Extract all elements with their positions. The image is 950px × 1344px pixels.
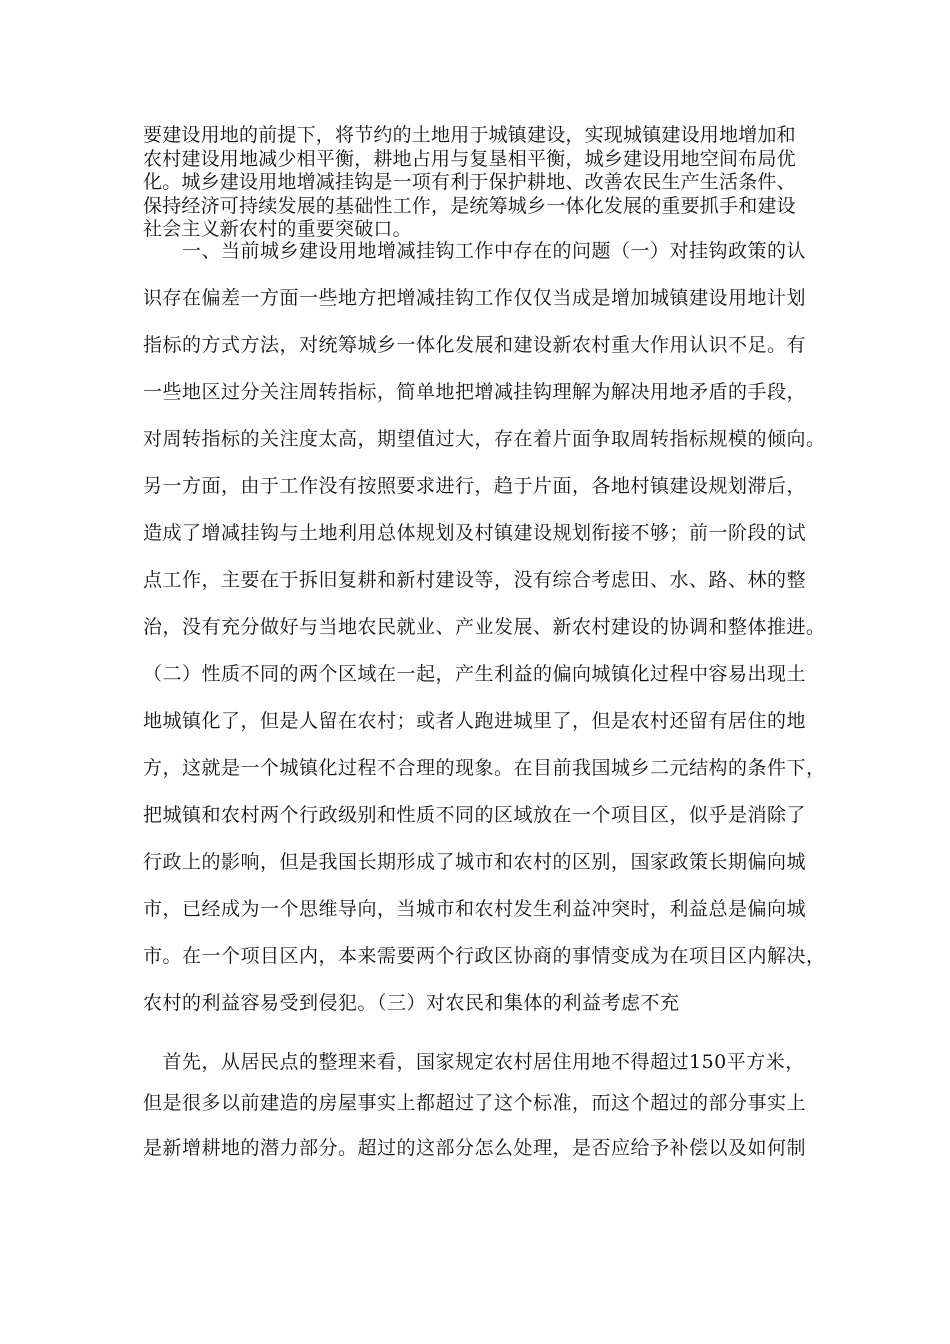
text-line: （二）性质不同的两个区域在一起，产生利益的偏向城镇化过程中容易出现土 bbox=[143, 663, 807, 685]
text-line: 点工作，主要在于拆旧复耕和新村建设等，没有综合考虑田、水、路、林的整 bbox=[143, 569, 807, 591]
text-line: 地城镇化了，但是人留在农村；或者人跑进城里了，但是农村还留有居住的地 bbox=[143, 710, 807, 732]
text-line: 首先，从居民点的整理来看，国家规定农村居住用地不得超过150平方米， bbox=[143, 1051, 805, 1073]
text-line: 但是很多以前建造的房屋事实上都超过了这个标准，而这个超过的部分事实上 bbox=[143, 1092, 807, 1114]
text-line: 指标的方式方法，对统筹城乡一体化发展和建设新农村重大作用认识不足。有 bbox=[143, 334, 807, 356]
text-line: 社会主义新农村的重要突破口。 bbox=[143, 218, 412, 241]
text-line: 农村的利益容易受到侵犯。（三）对农民和集体的利益考虑不充 bbox=[143, 992, 680, 1014]
closing-paragraph bbox=[143, 1043, 808, 1171]
intro-paragraph bbox=[143, 124, 803, 242]
text-line: 市。在一个项目区内，本来需要两个行政区协商的事情变成为在项目区内解决， bbox=[143, 945, 826, 967]
text-line: 要建设用地的前提下，将节约的土地用于城镇建设，实现城镇建设用地增加和 bbox=[143, 124, 796, 146]
text-line: 另一方面，由于工作没有按照要求进行，趋于片面，各地村镇建设规划滞后， bbox=[143, 475, 807, 497]
text-line: 市，已经成为一个思维导向，当城市和农村发生利益冲突时，利益总是偏向城 bbox=[143, 898, 807, 920]
text-line: 把城镇和农村两个行政级别和性质不同的区域放在一个项目区，似乎是消除了 bbox=[143, 804, 807, 826]
text-line: 是新增耕地的潜力部分。超过的这部分怎么处理，是否应给予补偿以及如何制 bbox=[143, 1137, 807, 1159]
text-line: 造成了增减挂钩与土地利用总体规划及村镇建设规划衔接不够；前一阶段的试 bbox=[143, 522, 807, 544]
text-line: 一、当前城乡建设用地增减挂钩工作中存在的问题（一）对挂钩政策的认 bbox=[143, 240, 807, 262]
text-line: 化。城乡建设用地增减挂钩是一项有利于保护耕地、改善农民生产生活条件、 bbox=[143, 171, 796, 194]
main-paragraph bbox=[143, 228, 826, 1027]
text-line: 对周转指标的关注度太高，期望值过大，存在着片面争取周转指标规模的倾向。 bbox=[143, 428, 826, 450]
text-line: 治，没有充分做好与当地农民就业、产业发展、新农村建设的协调和整体推进。 bbox=[143, 616, 826, 638]
text-line: 行政上的影响，但是我国长期形成了城市和农村的区别，国家政策长期偏向城 bbox=[143, 851, 807, 873]
text-line: 农村建设用地减少相平衡，耕地占用与复垦相平衡，城乡建设用地空间布局优 bbox=[143, 147, 796, 170]
text-line: 识存在偏差一方面一些地方把增减挂钩工作仅仅当成是增加城镇建设用地计划 bbox=[143, 287, 807, 309]
text-line: 保持经济可持续发展的基础性工作，是统筹城乡一体化发展的重要抓手和建设 bbox=[143, 194, 796, 217]
text-line: 方，这就是一个城镇化过程不合理的现象。在目前我国城乡二元结构的条件下， bbox=[143, 757, 826, 779]
text-line: 一些地区过分关注周转指标，简单地把增减挂钩理解为解决用地矛盾的手段， bbox=[143, 381, 807, 403]
